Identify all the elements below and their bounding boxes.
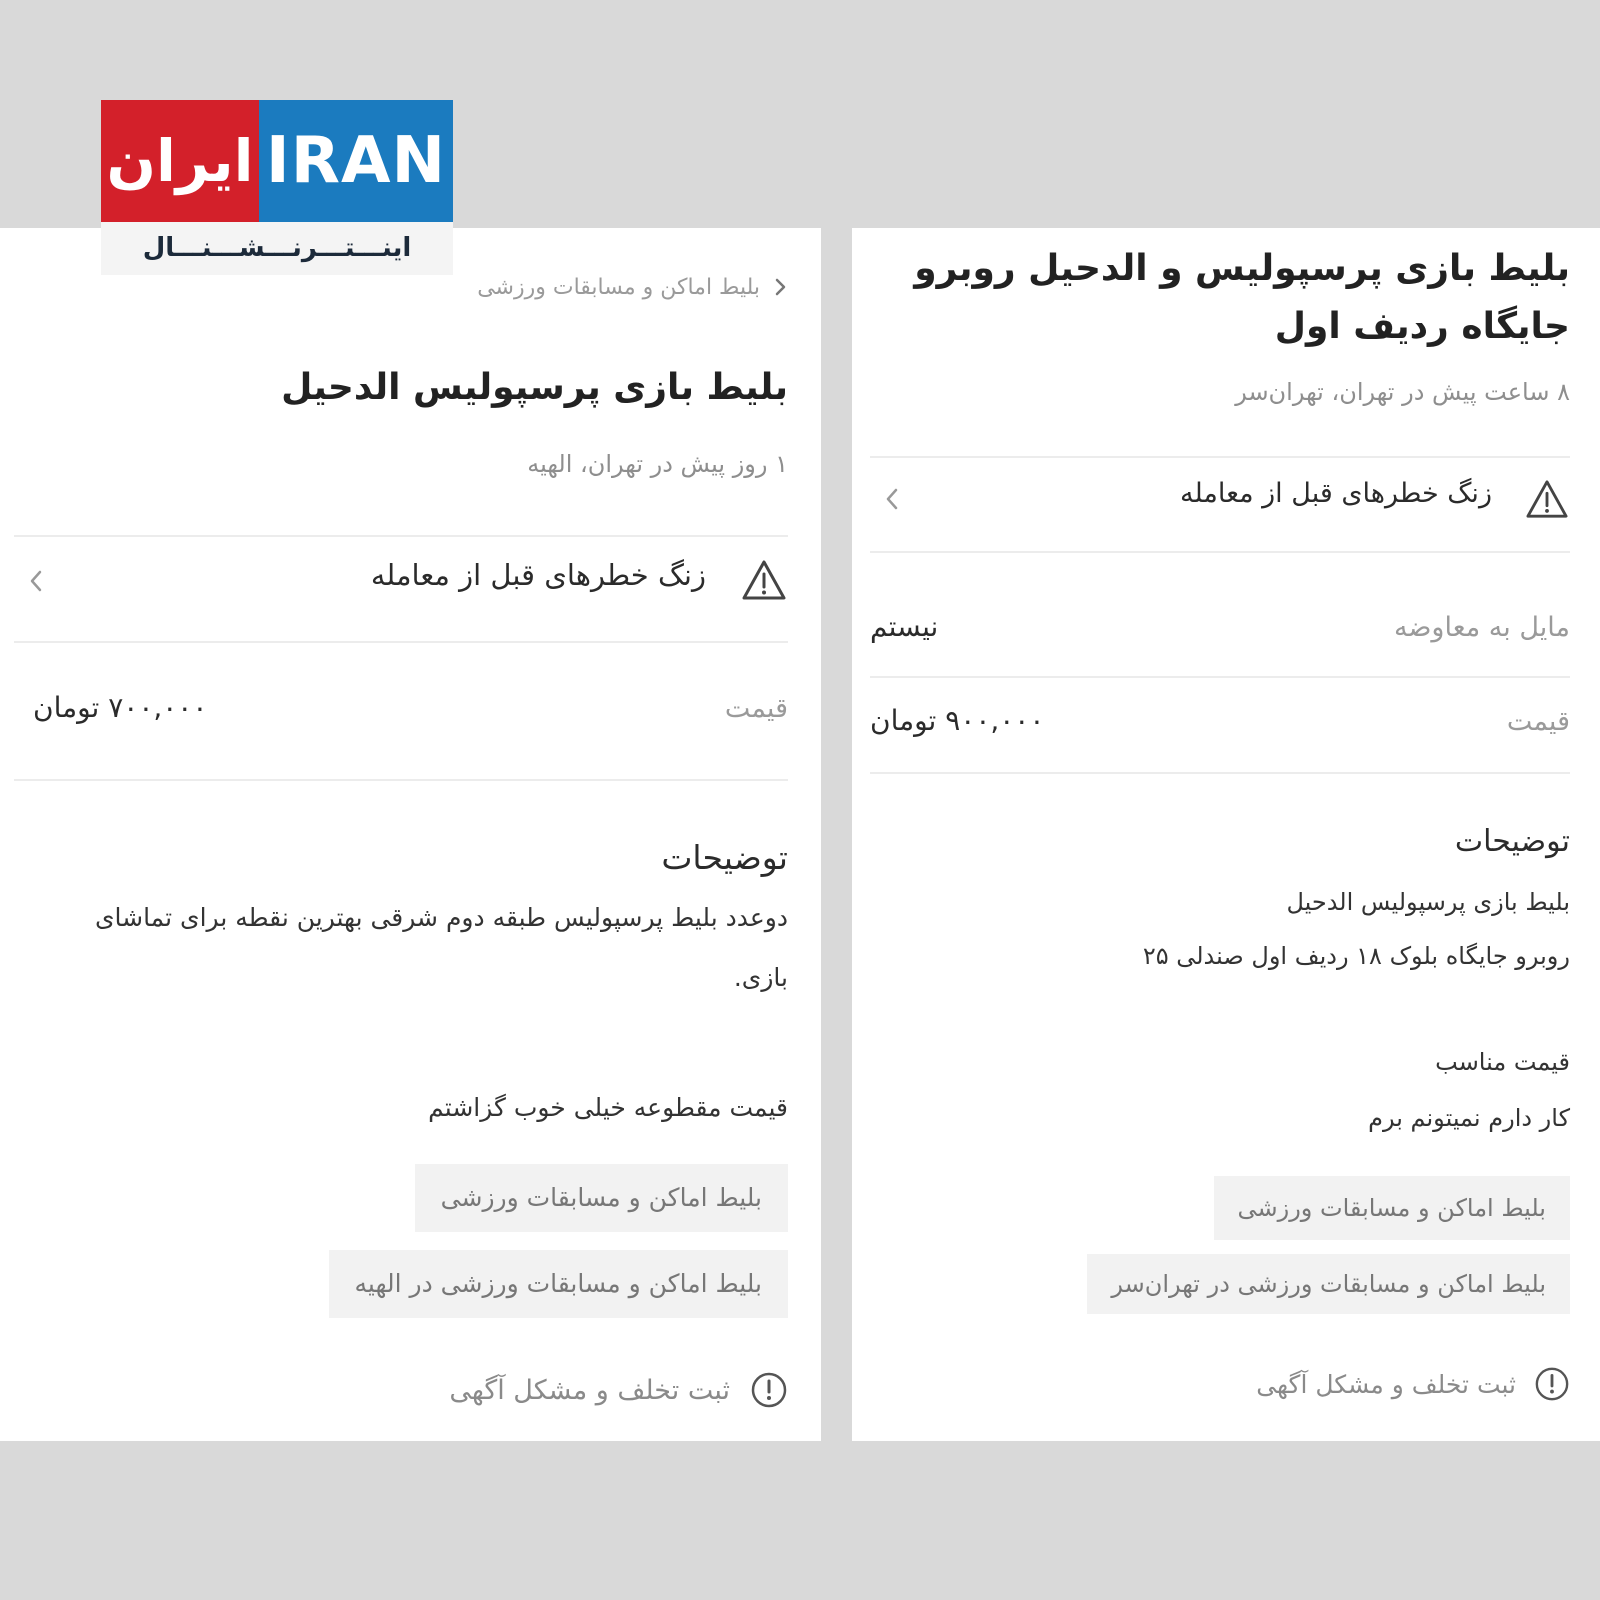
description-text: قیمت مناسب <box>1435 1048 1570 1076</box>
description-text: کار دارم نمیتونم برم <box>1368 1104 1570 1132</box>
chevron-left-icon <box>884 486 900 516</box>
divider <box>870 551 1570 553</box>
exchange-value: نیستم <box>870 610 939 643</box>
warning-label: زنگ خطرهای قبل از معامله <box>370 558 706 592</box>
warning-triangle-icon <box>740 558 788 606</box>
listing-meta: ۸ ساعت پیش در تهران، تهران‌سر <box>1235 378 1570 406</box>
category-tag[interactable]: بلیط اماکن و مسابقات ورزشی <box>415 1164 788 1232</box>
report-link[interactable] <box>449 1368 788 1412</box>
price-value: ۹۰۰,۰۰۰ تومان <box>870 704 1045 737</box>
logo-red-block <box>101 100 259 222</box>
exchange-label: مایل به معاوضه <box>1394 612 1570 643</box>
divider <box>14 779 788 781</box>
breadcrumb[interactable] <box>477 272 788 302</box>
description-text: بلیط بازی پرسپولیس الدحیل <box>1286 888 1570 916</box>
report-link[interactable] <box>1256 1364 1570 1404</box>
exclamation-circle-icon <box>750 1371 788 1409</box>
price-value: ۷۰۰,۰۰۰ تومان <box>33 691 208 724</box>
category-tag[interactable]: بلیط اماکن و مسابقات ورزشی <box>1214 1176 1570 1240</box>
listing-meta: ۱ روز پیش در تهران، الهیه <box>527 450 788 478</box>
logo-blue-block <box>259 100 453 222</box>
logo-persian-word: ایران <box>106 127 254 195</box>
price-label: قیمت <box>1506 706 1570 737</box>
logo-subtitle: اینـــتـــرنـــشـــنـــال <box>142 233 412 263</box>
description-heading: توضیحات <box>661 838 788 877</box>
divider <box>870 676 1570 678</box>
report-label: ثبت تخلف و مشکل آگهی <box>1256 1369 1516 1399</box>
left-listing-panel <box>0 228 821 1441</box>
breadcrumb-label: بلیط اماکن و مسابقات ورزشی <box>477 274 760 300</box>
chevron-left-icon <box>28 568 44 598</box>
listing-title: بلیط بازی پرسپولیس و الدحیل روبرو جایگاه ردیف اول <box>914 248 1570 347</box>
warning-row[interactable] <box>14 558 788 624</box>
report-label: ثبت تخلف و مشکل آگهی <box>449 1374 730 1406</box>
logo-subtitle-strip <box>101 222 453 275</box>
warning-row[interactable] <box>870 478 1570 538</box>
iran-international-logo <box>101 100 453 275</box>
description-text: روبرو جایگاه بلوک ۱۸ ردیف اول صندلی ۲۵ <box>1142 942 1570 970</box>
description-heading: توضیحات <box>1454 824 1570 859</box>
location-tag[interactable]: بلیط اماکن و مسابقات ورزشی در تهران‌سر <box>1087 1254 1570 1314</box>
price-label: قیمت <box>724 693 788 724</box>
chevron-right-icon <box>774 277 788 297</box>
divider <box>14 641 788 643</box>
description-text: قیمت مقطوعه خیلی خوب گزاشتم <box>428 1093 788 1122</box>
divider <box>870 456 1570 458</box>
divider <box>14 535 788 537</box>
location-tag[interactable]: بلیط اماکن و مسابقات ورزشی در الهیه <box>329 1250 788 1318</box>
logo-latin-word: IRAN <box>265 124 447 198</box>
warning-label: زنگ خطرهای قبل از معامله <box>1179 478 1492 509</box>
exclamation-circle-icon <box>1534 1366 1570 1402</box>
right-listing-panel <box>852 228 1600 1441</box>
warning-triangle-icon <box>1524 478 1570 524</box>
listing-title: بلیط بازی پرسپولیس الدحیل <box>281 367 788 408</box>
description-text: دوعدد بلیط پرسپولیس طبقه دوم شرقی بهترین نقطه برای تماشای بازی. <box>94 903 788 992</box>
divider <box>870 772 1570 774</box>
